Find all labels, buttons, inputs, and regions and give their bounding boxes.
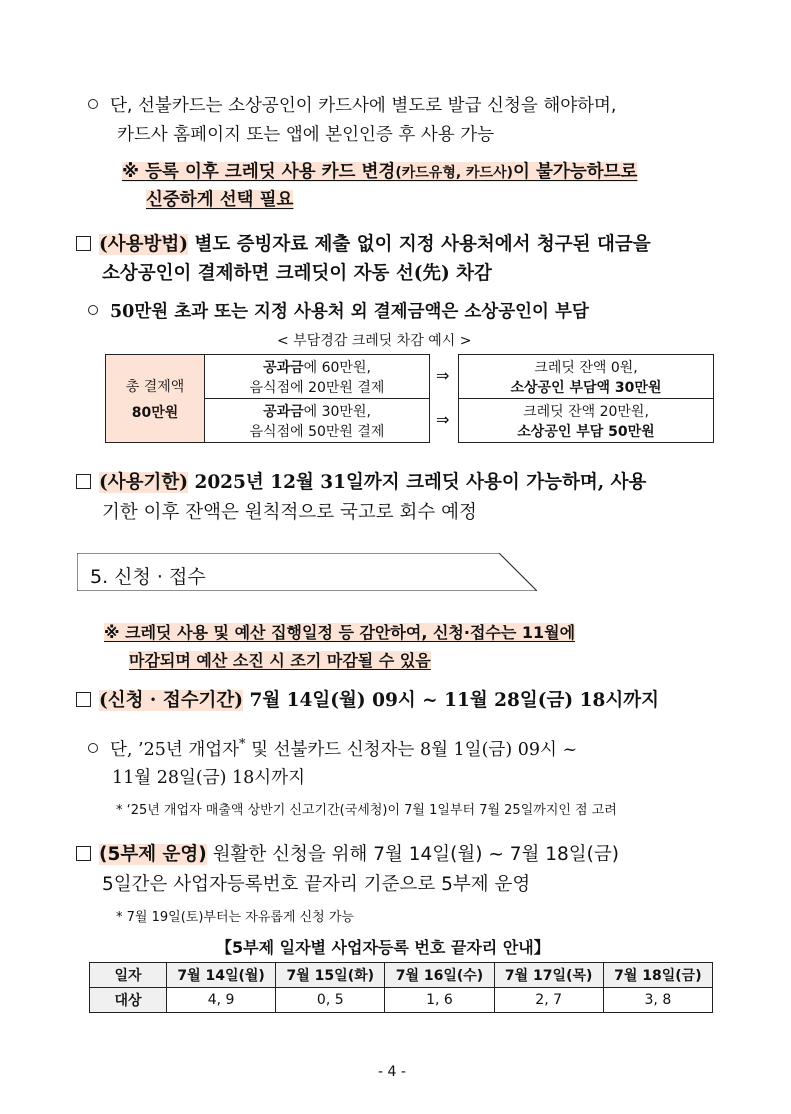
arrow-right-icon: ⇒ (436, 366, 450, 385)
example-result-1: 크레딧 잔액 0원, 소상공인 부담액 30만원 (459, 355, 714, 399)
example-caption: < 부담경감 크레딧 차감 예시 > (277, 333, 472, 349)
prepaid-card-paragraph-line1: 단, 선불카드는 소상공인이 카드사에 별도로 발급 신청을 해야하며, (88, 92, 617, 117)
usage-method-line2: 소상공인이 결제하면 크레딧이 자동 선(先) 차감 (102, 263, 492, 284)
checkbox-bullet-icon (76, 692, 91, 707)
circle-bullet-icon (88, 99, 98, 109)
page-number: - 4 - (378, 1064, 406, 1080)
table-cell: 0, 5 (276, 988, 385, 1013)
usage-method-line1: (사용방법) 별도 증빙자료 제출 없이 지정 사용처에서 청구된 대금을 (76, 230, 651, 256)
rotation-table-title: 【5부제 일자별 사업자등록 번호 끝자리 안내】 (216, 938, 550, 957)
usage-method-label: (사용방법) (99, 234, 188, 255)
application-period-label: (신청 · 접수기간) (99, 690, 244, 711)
card-change-note-line1: ※ 등록 이후 크레딧 사용 카드 변경(카드유형, 카드사)이 불가능하므로 (122, 162, 638, 182)
rotation-footnote: * 7월 19일(토)부터는 자유롭게 신청 가능 (116, 910, 354, 925)
total-payment-cell: 총 결제액 80만원 (106, 355, 205, 443)
circle-bullet-icon (88, 305, 98, 315)
deadline-note-line2: 마감되며 예산 소진 시 조기 마감될 수 있음 (129, 651, 431, 670)
rotation-line2: 5일간은 사업자등록번호 끝자리 기준으로 5부제 운영 (102, 874, 531, 895)
example-case-2: 공과금에 30만원, 음식점에 50만원 결제 (205, 399, 430, 443)
table-row (90, 988, 713, 1013)
new-business-footnote: * ‘25년 개업자 매출액 상반기 신고기간(국세청)이 7월 1일부터 7월 25일까지인 점 고려 (116, 803, 617, 818)
table-header-cell: 7월 16일(수) (385, 963, 494, 988)
table-header-cell: 일자 (90, 963, 167, 988)
example-result-2: 크레딧 잔액 20만원, 소상공인 부담 50만원 (459, 399, 714, 443)
table-header-cell: 7월 17일(목) (494, 963, 603, 988)
table-header-cell: 7월 15일(화) (276, 963, 385, 988)
deadline-note-line1: ※ 크레딧 사용 및 예산 집행일정 등 감안하여, 신청·접수는 11월에 (104, 623, 576, 642)
application-period-line: (신청 · 접수기간) 7월 14일(월) 09시 ~ 11월 28일(금) 18시까지 (76, 686, 659, 712)
rotation-line1: (5부제 운영) 원활한 신청을 위해 7월 14일(월) ~ 7월 18일(금) (76, 840, 619, 866)
table-cell: 4, 9 (167, 988, 276, 1013)
card-change-note-line2: 신중하게 선택 필요 (146, 190, 294, 210)
usage-period-line1: (사용기한) 2025년 12월 31일까지 크레딧 사용이 가능하며, 사용 (76, 468, 646, 494)
credit-example-table (105, 354, 430, 443)
rotation-label: (5부제 운영) (99, 844, 207, 865)
table-cell: 3, 8 (603, 988, 712, 1013)
usage-period-label: (사용기한) (99, 472, 188, 493)
prepaid-card-paragraph-line2: 카드사 홈페이지 또는 앱에 본인인증 후 사용 가능 (117, 125, 495, 145)
arrow-right-icon: ⇒ (436, 410, 450, 429)
checkbox-bullet-icon (76, 846, 91, 861)
new-business-line2: 11월 28일(금) 18시까지 (112, 768, 306, 788)
table-cell: 1, 6 (385, 988, 494, 1013)
section-title: 5. 신청 · 접수 (90, 566, 206, 588)
checkbox-bullet-icon (76, 474, 91, 489)
table-cell: 2, 7 (494, 988, 603, 1013)
table-header-row (90, 963, 713, 988)
table-header-cell: 7월 14일(월) (167, 963, 276, 988)
table-header-cell: 7월 18일(금) (603, 963, 712, 988)
circle-bullet-icon (88, 743, 98, 753)
new-business-line1: 단, ’25년 개업자* 및 선불카드 신청자는 8월 1일(금) 09시 ~ (88, 736, 577, 761)
usage-excess-line: 50만원 초과 또는 지정 사용처 외 결제금액은 소상공인이 부담 (88, 298, 589, 323)
table-row-label: 대상 (90, 988, 167, 1013)
checkbox-bullet-icon (76, 236, 91, 251)
credit-result-table (458, 354, 714, 443)
usage-period-line2: 기한 이후 잔액은 원칙적으로 국고로 회수 예정 (102, 502, 477, 523)
rotation-table (89, 962, 713, 1013)
example-case-1: 공과금에 60만원, 음식점에 20만원 결제 (205, 355, 430, 399)
